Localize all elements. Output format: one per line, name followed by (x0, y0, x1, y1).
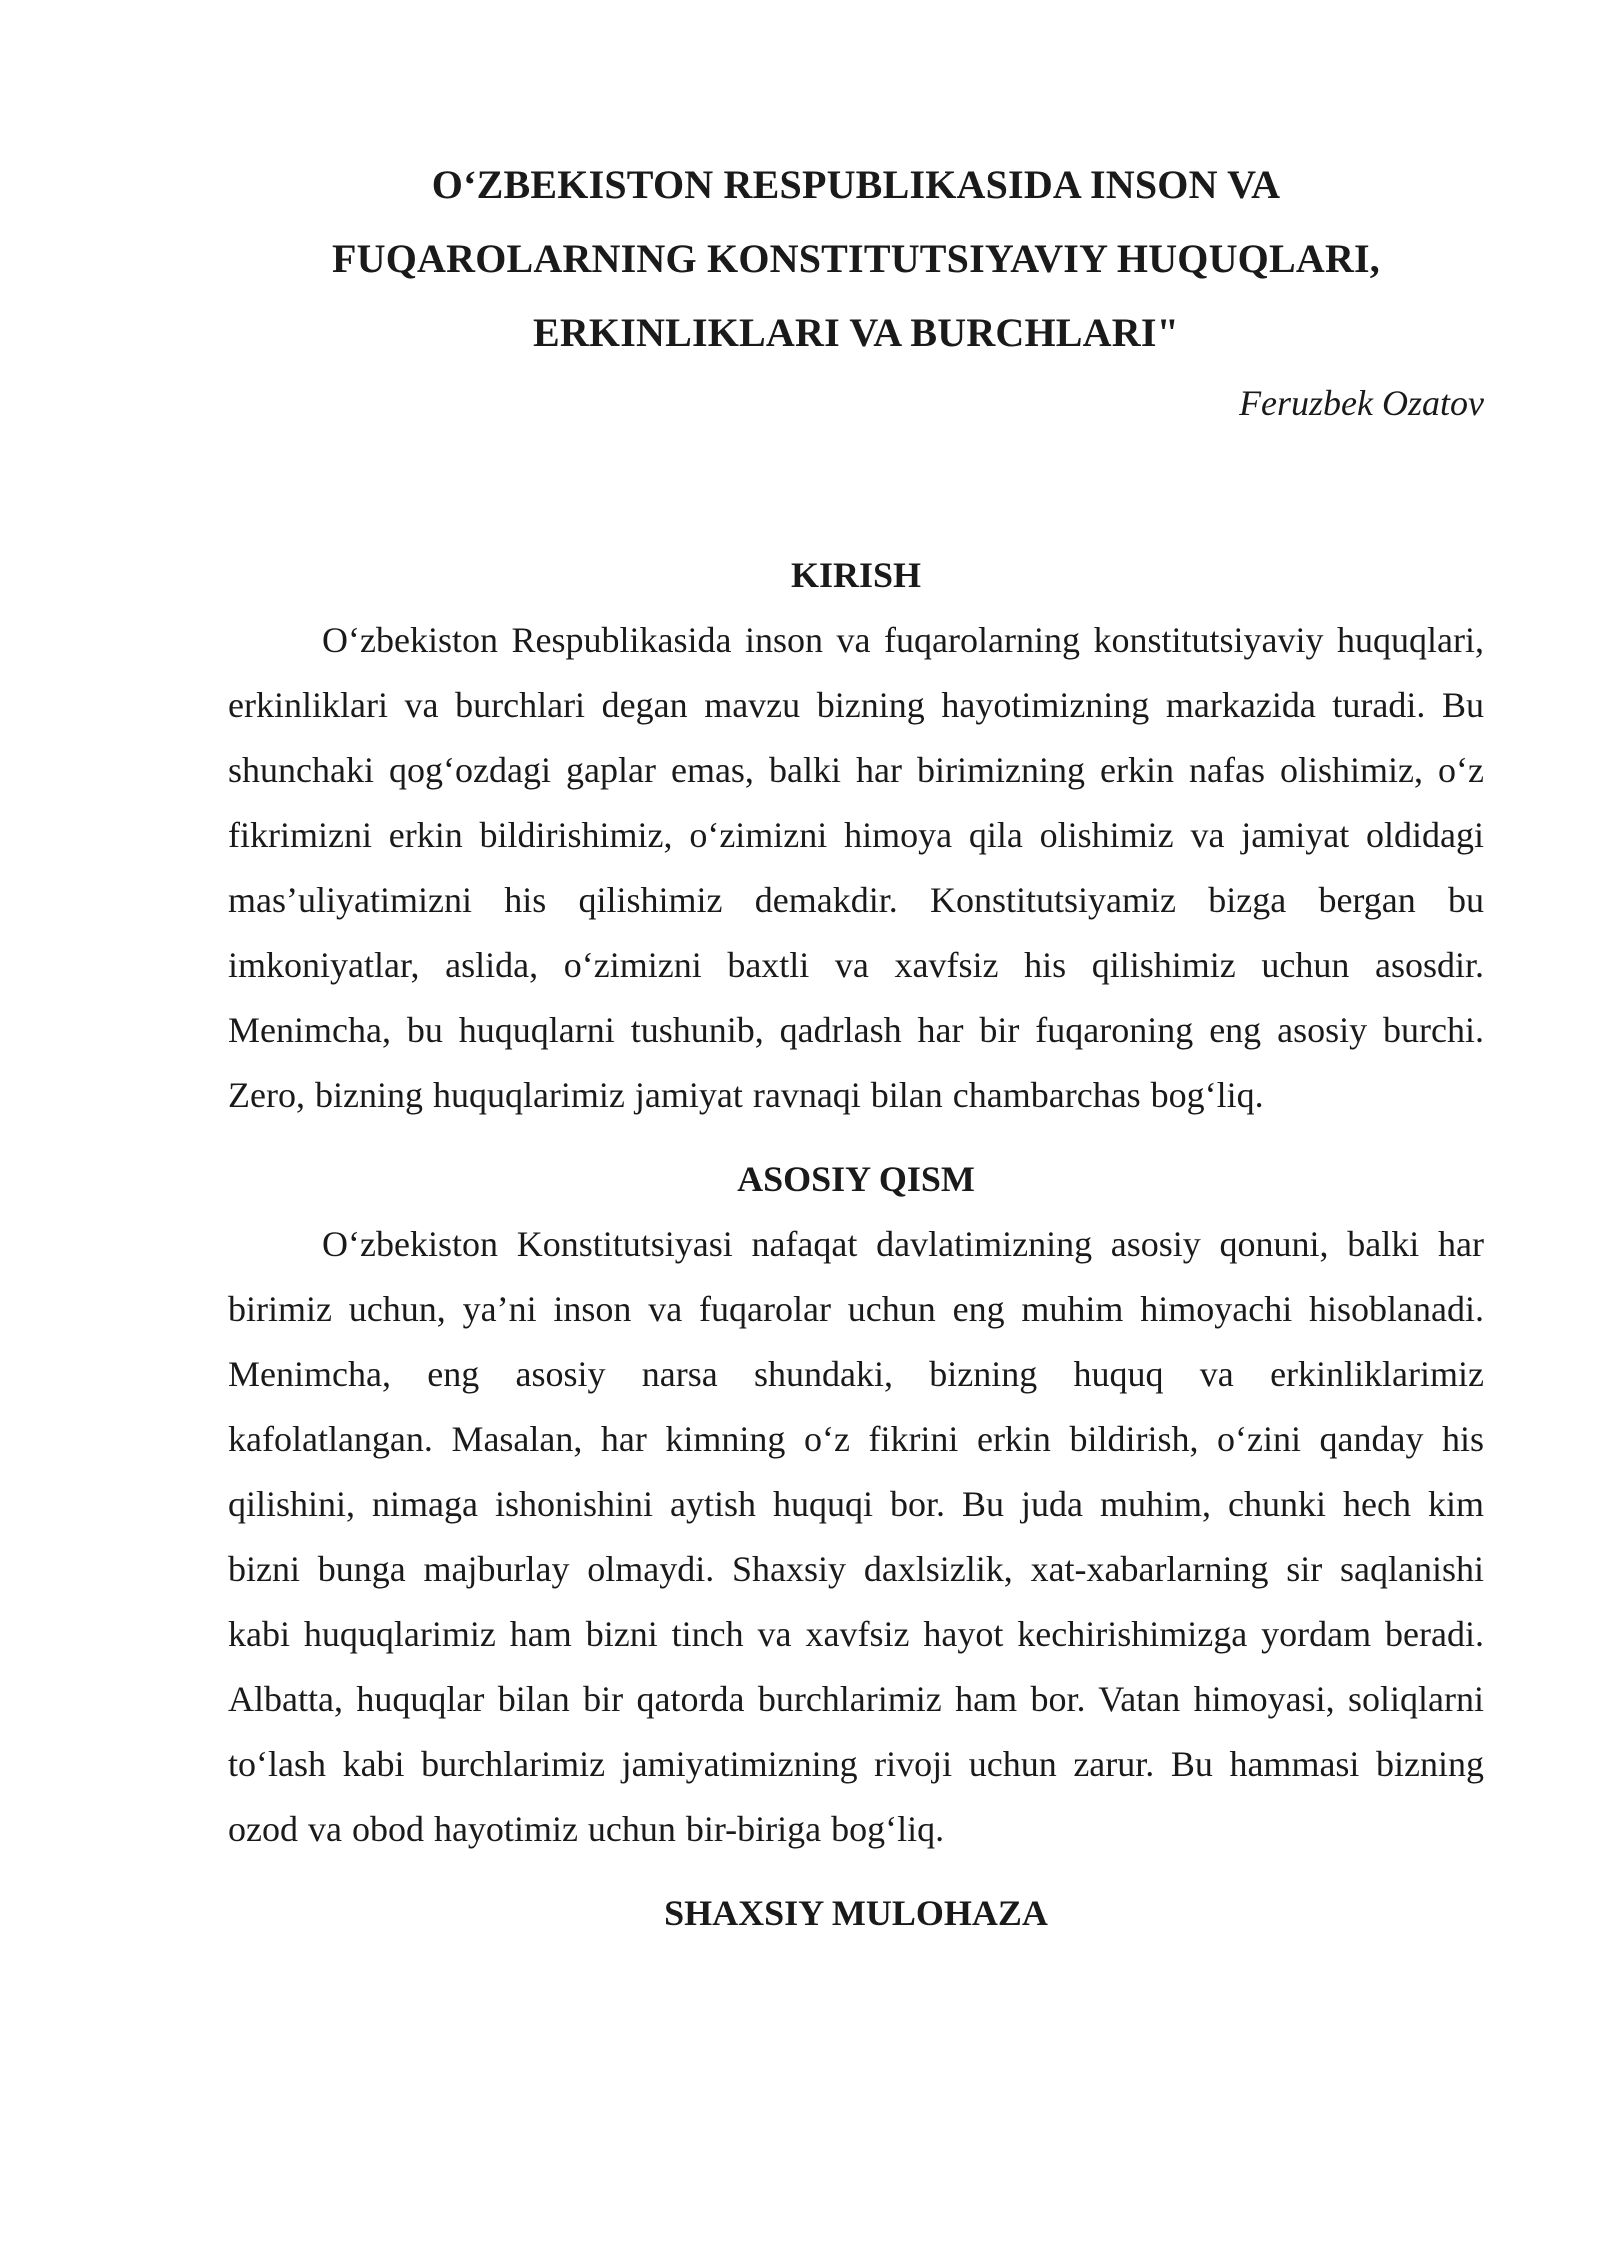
title-line-3: ERKINLIKLARI VA BURCHLARI" (532, 310, 1180, 355)
section-heading-kirish: KIRISH (790, 555, 922, 595)
title-line-1: O‘ZBEKISTON RESPUBLIKASIDA INSON VA (431, 162, 1281, 207)
section-heading-asosiy-qism: ASOSIY QISM (737, 1159, 975, 1199)
main-paragraph: O‘zbekiston Konstitutsiyasi nafaqat davlatimizning asosiy qonuni, balki har birimiz uchun, ya’ni inson va fuqarolar uchun eng muhim himoyachi hisoblanadi. Menimcha, eng asosiy narsa shundaki, bizning huquq va erkinliklarimiz kafolatlangan. Masalan, har kimning o‘z fikrini erkin bildirish, o‘zini qanday his qilishini, nimaga ishonishini aytish huquqi bor. Bu juda muhim, chunki hech kim bizni bunga majburlay olmaydi. Shaxsiy daxlsizlik, xat-xabarlarning sir saqlanishi kabi huquqlarimiz ham bizni tinch va xavfsiz hayot kechirishimizga yordam beradi. Albatta, huquqlar bilan bir qatorda burchlarimiz ham bor. Vatan himoyasi, soliqlarni to‘lash kabi burchlarimiz jamiyatimizning rivoji uchun zarur. Bu hammasi bizning ozod va obod hayotimiz uchun bir-biriga bog‘liq. (228, 1224, 1484, 1849)
title-line-2: FUQAROLARNING KONSTITUTSIYAVIY HUQUQLARI, (331, 236, 1381, 281)
intro-paragraph: O‘zbekiston Respublikasida inson va fuqarolarning konstitutsiyaviy huquqlari, erkinliklari va burchlari degan mavzu bizning hayotimizning markazida turadi. Bu shunchaki qog‘ozdagi gaplar emas, balki har birimizning erkin nafas olishimiz, o‘z fikrimizni erkin bildirishimiz, o‘zimizni himoya qila olishimiz va jamiyat oldidagi mas’uliyatimizni his qilishimiz demakdir. Konstitutsiyamiz bizga bergan bu imkoniyatlar, aslida, o‘zimizni baxtli va xavfsiz his qilishimiz uchun asosdir. Menimcha, bu huquqlarni tushunib, qadrlash har bir fuqaroning eng asosiy burchi. Zero, bizning huquqlarimiz jamiyat ravnaqi bilan chambarchas bog‘liq. (228, 620, 1484, 1115)
section-heading-shaxsiy-mulohaza: SHAXSIY MULOHAZA (664, 1893, 1048, 1933)
document-page (228, 148, 1484, 1938)
author-name: Feruzbek Ozatov (1239, 383, 1484, 423)
document-title (228, 148, 1484, 370)
